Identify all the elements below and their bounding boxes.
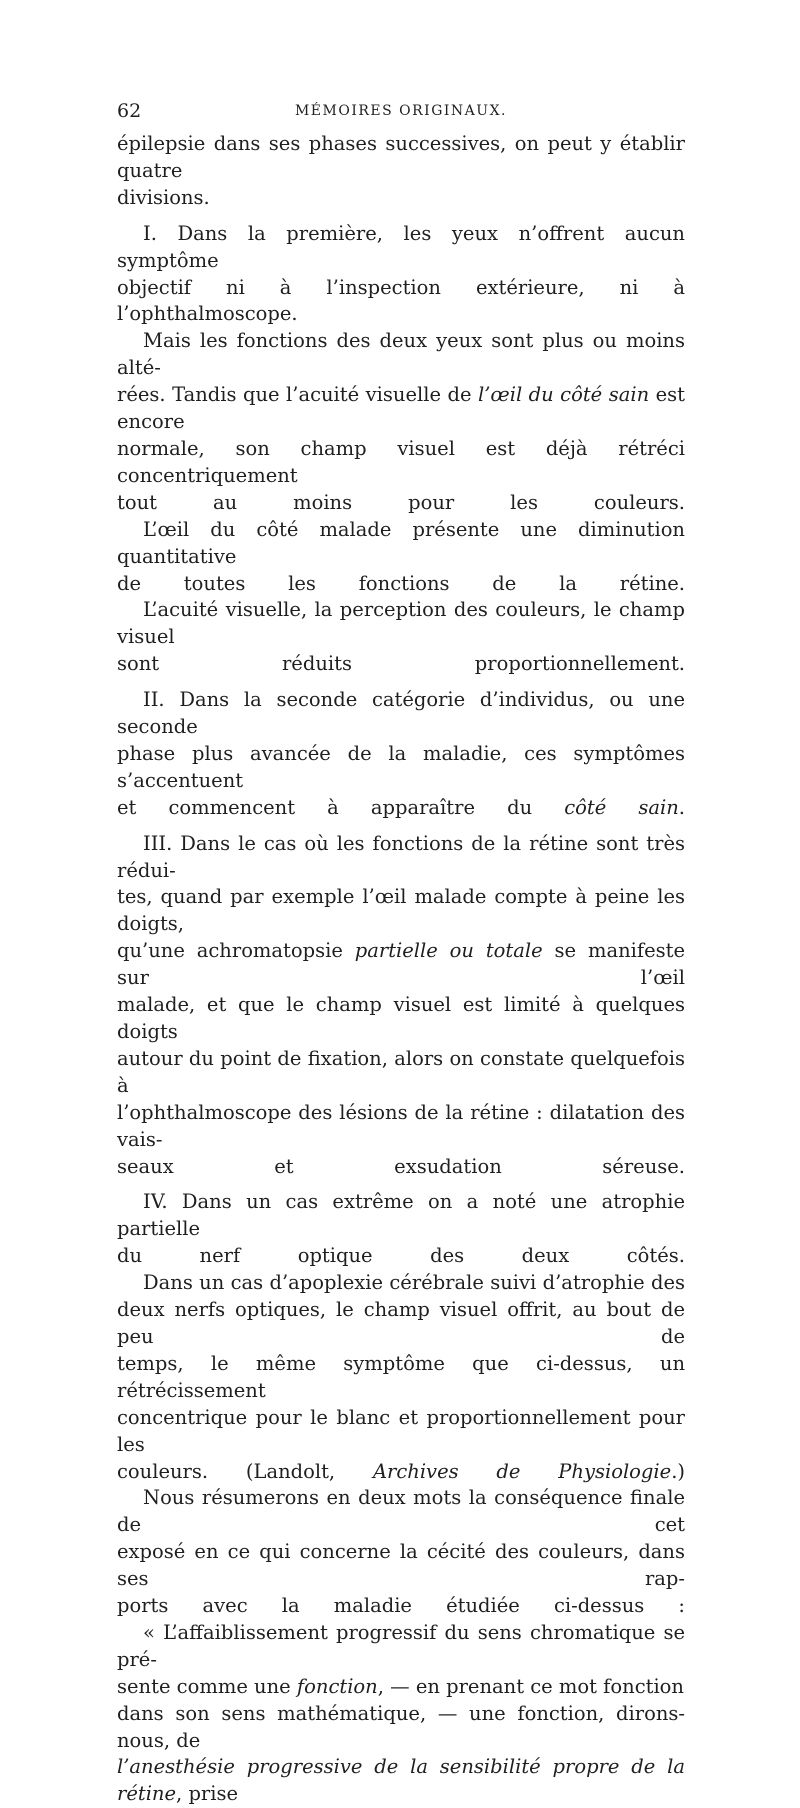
paragraph bbox=[117, 1620, 685, 1808]
text-line: . bbox=[678, 795, 685, 819]
text-line: « L’affaiblissement progressif du sens chromatique se pré- bbox=[117, 1620, 685, 1671]
text-line: rées. Tandis que l’acuité visuelle de bbox=[117, 383, 478, 407]
paragraph bbox=[117, 687, 685, 822]
text-line: se manifeste sur l’œil bbox=[117, 939, 686, 990]
text-line: II. Dans la seconde catégorie d’individus, ou une seconde bbox=[117, 688, 685, 739]
running-head: MÉMOIRES ORIGINAUX. bbox=[294, 103, 508, 119]
page-body bbox=[117, 131, 685, 1808]
text-line: l’ophthalmoscope des lésions de la rétine : dilatation des vais- bbox=[117, 1100, 685, 1151]
paragraph bbox=[117, 831, 685, 1181]
paragraph bbox=[117, 131, 685, 212]
text-line: , — en prenant ce mot fonction bbox=[377, 1674, 684, 1698]
text-line: sente comme une bbox=[117, 1674, 297, 1698]
italic-text: partielle ou totale bbox=[354, 939, 543, 963]
text-line: du nerf optique des deux côtés. bbox=[117, 1244, 685, 1268]
text-line: exposé en ce qui concerne la cécité des couleurs, dans ses rap- bbox=[117, 1540, 685, 1591]
text-line: IV. Dans un cas extrême on a noté une atrophie partielle bbox=[117, 1190, 685, 1241]
italic-text: Archives de Physiologie bbox=[372, 1459, 672, 1483]
text-line: concentrique pour le blanc et proportionnellement pour les bbox=[117, 1405, 685, 1456]
text-line: sont réduits proportionnellement. bbox=[117, 652, 685, 676]
text-line: ports avec la maladie étudiée ci-dessus : bbox=[117, 1594, 685, 1618]
text-line: qu’une achromatopsie bbox=[117, 939, 355, 963]
italic-text: l’anesthésie progressive de la sensibilité propre de la rétine bbox=[117, 1755, 685, 1806]
text-line: Mais les fonctions des deux yeux sont plus ou moins alté- bbox=[117, 329, 685, 380]
italic-text: l’œil du côté sain bbox=[478, 383, 650, 407]
text-line: seaux et exsudation séreuse. bbox=[117, 1154, 685, 1178]
paragraph bbox=[117, 597, 685, 678]
text-line: L’œil du côté malade présente une diminution quantitative bbox=[117, 517, 685, 568]
paragraph bbox=[117, 1189, 685, 1270]
text-line: tes, quand par exemple l’œil malade compte à peine les doigts, bbox=[117, 885, 685, 936]
text-line: L’acuité visuelle, la perception des couleurs, le champ visuel bbox=[117, 598, 685, 649]
text-line: épilepsie dans ses phases successives, on peut y établir quatre bbox=[117, 132, 685, 182]
paragraph bbox=[117, 1485, 685, 1620]
text-line: et commencent à apparaître du bbox=[117, 795, 565, 819]
text-line: autour du point de fixation, alors on constate quelquefois à bbox=[117, 1046, 685, 1097]
paragraph bbox=[117, 221, 685, 329]
text-line: tout au moins pour les couleurs. bbox=[117, 490, 685, 514]
text-line: .) bbox=[671, 1459, 685, 1483]
text-line: est encore bbox=[117, 383, 685, 434]
text-line: objectif ni à l’inspection extérieure, ni à l’ophthalmoscope. bbox=[117, 275, 685, 326]
italic-text: fonction bbox=[296, 1674, 378, 1698]
page-header bbox=[117, 100, 685, 122]
text-line: dans son sens mathématique, — une fonction, dirons-nous, de bbox=[117, 1701, 685, 1752]
text-line: , prise bbox=[176, 1782, 239, 1806]
paragraph bbox=[117, 328, 685, 516]
text-line: deux nerfs optiques, le champ visuel offrit, au bout de peu de bbox=[117, 1298, 685, 1348]
paragraph bbox=[117, 517, 685, 598]
text-line: normale, son champ visuel est déjà rétréci concentriquement bbox=[117, 436, 685, 487]
text-line: de toutes les fonctions de la rétine. bbox=[117, 571, 685, 595]
text-line: Dans un cas d’apoplexie cérébrale suivi d’atrophie des bbox=[143, 1271, 685, 1295]
italic-text: côté sain bbox=[564, 795, 679, 819]
page-number: 62 bbox=[117, 100, 142, 122]
text-line: phase plus avancée de la maladie, ces symptômes s’accentuent bbox=[117, 741, 685, 792]
text-line: Nous résumerons en deux mots la conséquence finale de cet bbox=[117, 1486, 685, 1537]
text-line: temps, le même symptôme que ci-dessus, un rétrécissement bbox=[117, 1351, 685, 1402]
text-line: couleurs. (Landolt, bbox=[117, 1459, 373, 1483]
text-line: III. Dans le cas où les fonctions de la rétine sont très rédui- bbox=[117, 831, 685, 882]
text-line: divisions. bbox=[117, 185, 210, 209]
paragraph bbox=[117, 1270, 685, 1485]
text-line: I. Dans la première, les yeux n’offrent aucun symptôme bbox=[117, 221, 685, 272]
text-line: malade, et que le champ visuel est limité à quelques doigts bbox=[117, 993, 685, 1043]
